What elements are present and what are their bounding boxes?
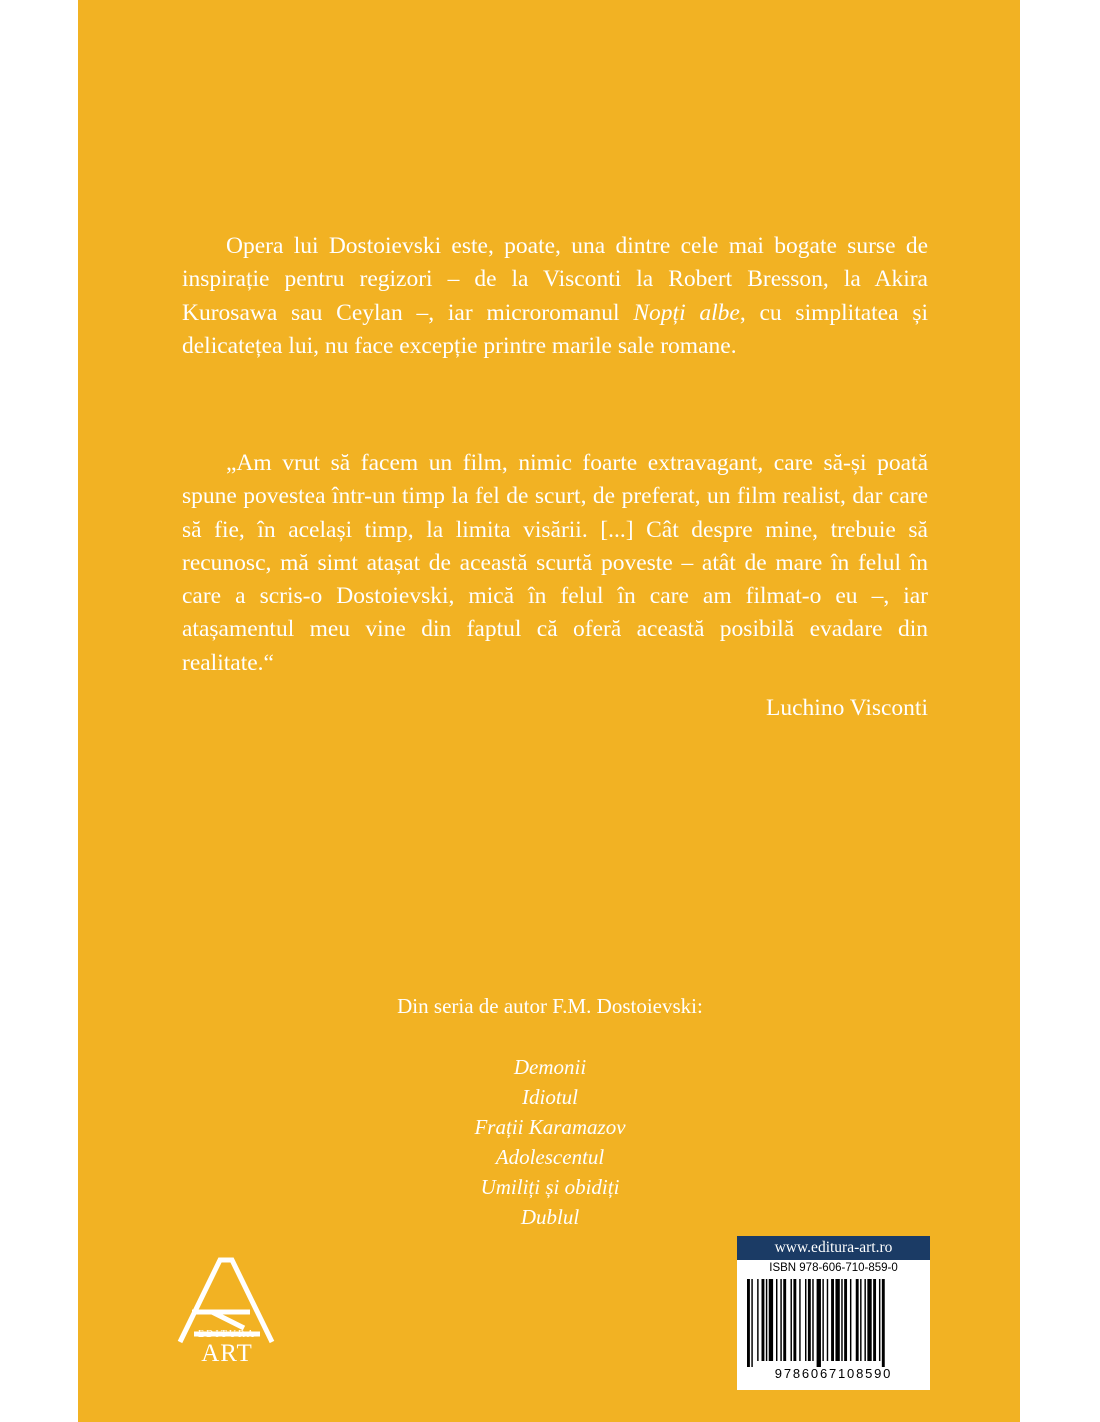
barcode-bar <box>822 1279 823 1361</box>
barcode-bar <box>850 1279 851 1361</box>
barcode-bar <box>783 1279 786 1361</box>
barcode-bar <box>766 1279 767 1361</box>
barcode-bar <box>817 1279 821 1367</box>
series-title: Dublul <box>520 1205 580 1229</box>
barcode-bar <box>812 1279 813 1361</box>
barcode-bar <box>873 1279 876 1361</box>
barcode-icon <box>745 1279 922 1367</box>
visconti-quote <box>182 447 928 680</box>
barcode-bar <box>747 1279 750 1367</box>
barcode-bar <box>780 1279 781 1361</box>
intro-paragraph <box>182 230 928 363</box>
series-title: Frații Karamazov <box>474 1115 626 1139</box>
barcode-bar <box>841 1279 842 1361</box>
series-title: Umiliți și obidiți <box>480 1175 620 1199</box>
barcode-bar <box>831 1279 834 1361</box>
barcode-bar <box>805 1279 806 1361</box>
barcode-bar <box>808 1279 811 1361</box>
barcode-bar <box>793 1279 796 1361</box>
barcode-bar <box>844 1279 847 1361</box>
barcode-bar <box>751 1279 752 1367</box>
barcode-bar <box>769 1279 773 1361</box>
intro-text-end: , cu simplitatea și delicatețea lui, nu face excepție printre marile sale romane. <box>182 299 928 359</box>
barcode-bar <box>776 1279 777 1361</box>
barcode-bar <box>879 1279 880 1361</box>
barcode-digits: 9786067108590 <box>774 1366 893 1381</box>
series-title: Adolescentul <box>495 1145 605 1169</box>
series-list <box>280 1052 820 1232</box>
barcode-bar <box>864 1279 865 1361</box>
barcode-bar <box>827 1279 828 1361</box>
barcode-bar <box>860 1279 861 1361</box>
series-heading: Din seria de autor F.M. Dostoievski: <box>397 994 703 1018</box>
barcode-bar <box>762 1279 765 1361</box>
quote-attribution: Luchino Visconti <box>766 695 928 721</box>
series-title: Idiotul <box>522 1085 578 1109</box>
barcode-bar <box>835 1279 839 1361</box>
book-title-italic: Nopți albe <box>633 299 740 326</box>
isbn-number: ISBN 978-606-710-859-0 <box>769 1262 898 1274</box>
intro-text-start: Opera lui Dostoievski este, poate, una dintre cele mai bogate surse de inspirație pentru regizori – de la Visconti la Robert Bresson, la Akira Kurosawa sau Ceylan –, iar microromanul <box>182 233 928 326</box>
publisher-url: www.editura-art.ro <box>737 1236 930 1260</box>
barcode-bar <box>867 1279 871 1361</box>
publisher-label: EDITURA <box>198 1329 256 1340</box>
barcode-bar <box>856 1279 859 1361</box>
barcode-bar <box>791 1279 792 1361</box>
series-title: Demonii <box>513 1055 587 1079</box>
barcode-panel <box>737 1236 930 1390</box>
publisher-name: ART <box>201 1340 253 1367</box>
barcode-bar <box>757 1279 758 1361</box>
barcode-bar <box>799 1279 800 1361</box>
barcode-bar <box>882 1279 885 1367</box>
quote-text: „Am vrut să facem un film, nimic foarte extravagant, care să-și poată spune povestea într-un timp la fel de scurt, de preferat, un film realist, dar care să fie, în același timp, la limita visării. [...] Cât despre mine, trebuie să recunosc, mă simt atașat de această scurtă poveste – atât de mare în felul în care a scris-o Dostoievski, mică în felul în care am filmat-o eu –, iar atașamentul meu vine din faptul că oferă această posibilă evadare din realitate.“ <box>182 450 928 676</box>
